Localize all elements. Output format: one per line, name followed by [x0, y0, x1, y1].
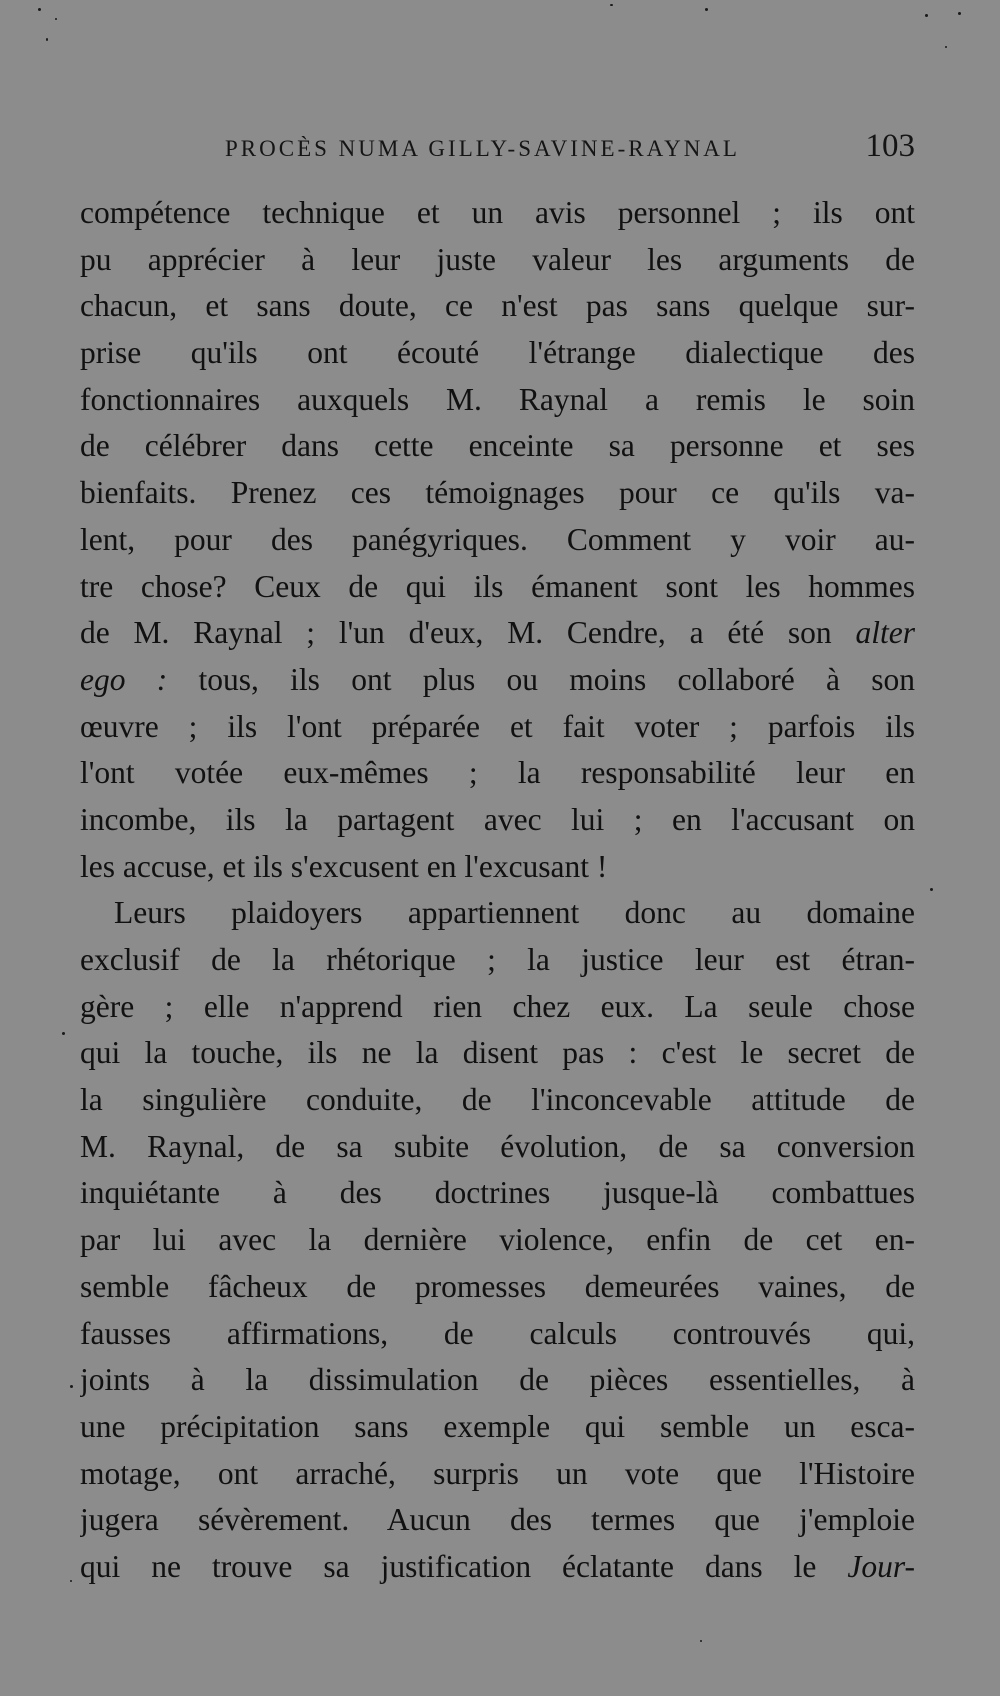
text-line: fausses affirmations, de calculs controuvés qui,	[80, 1315, 915, 1351]
text-line: œuvre ; ils l'ont préparée et fait voter ; parfois ils	[80, 708, 915, 744]
text-line: par lui avec la dernière violence, enfin de cet en-	[80, 1222, 915, 1258]
text-line: de célébrer dans cette enceinte sa personne et ses	[80, 428, 915, 464]
text-line: inquiétante à des doctrines jusque-là combattues	[80, 1175, 915, 1211]
scan-speck	[930, 888, 933, 891]
scan-speck	[38, 8, 41, 11]
text-line: fonctionnaires auxquels M. Raynal a remis le soin	[80, 381, 915, 417]
scan-speck	[705, 8, 708, 11]
text-line: une précipitation sans exemple qui semble un esca-	[80, 1408, 915, 1444]
scan-speck	[62, 1032, 65, 1035]
scan-speck	[46, 38, 48, 41]
body-text	[80, 190, 915, 1591]
text-line: semble fâcheux de promesses demeurées vaines, de	[80, 1268, 915, 1304]
italic-text: alter	[855, 615, 915, 651]
text-line: M. Raynal, de sa subite évolution, de sa conversion	[80, 1128, 915, 1164]
text-line: pu apprécier à leur juste valeur les arguments de	[80, 241, 915, 277]
scan-speck	[70, 1580, 72, 1582]
text-line: gère ; elle n'apprend rien chez eux. La seule chose	[80, 988, 915, 1024]
text-line: qui ne trouve sa justification éclatante dans le Jour-	[80, 1548, 915, 1584]
text-line: joints à la dissimulation de pièces essentielles, à	[80, 1362, 915, 1398]
scan-speck	[55, 18, 57, 20]
scan-speck	[925, 14, 928, 17]
text-line: prise qu'ils ont écouté l'étrange dialectique des	[80, 335, 915, 371]
text-line: tre chose? Ceux de qui ils émanent sont les hommes	[80, 568, 915, 604]
text-line: qui la touche, ils ne la disent pas : c'est le secret de	[80, 1035, 915, 1071]
text-line: incombe, ils la partagent avec lui ; en l'accusant on	[80, 801, 915, 837]
text-line: la singulière conduite, de l'inconcevable attitude de	[80, 1082, 915, 1118]
text-line: bienfaits. Prenez ces témoignages pour ce qu'ils va-	[80, 475, 915, 511]
running-title: PROCÈS NUMA GILLY-SAVINE-RAYNAL	[225, 136, 740, 161]
text-line: Leurs plaidoyers appartiennent donc au domaine	[114, 895, 915, 931]
page-number: 103	[865, 128, 915, 164]
text-line: ego : tous, ils ont plus ou moins collaboré à son	[80, 661, 915, 697]
italic-text: ego :	[80, 661, 168, 697]
text-line: compétence technique et un avis personnel ; ils ont	[80, 195, 915, 230]
text-line: les accuse, et ils s'excusent en l'excusant !	[80, 848, 608, 884]
scan-speck	[945, 46, 947, 48]
text-line: lent, pour des panégyriques. Comment y voir au-	[80, 521, 915, 557]
text-line: l'ont votée eux-mêmes ; la responsabilité leur en	[80, 755, 915, 791]
scan-speck	[958, 12, 961, 15]
scan-speck	[700, 1640, 702, 1642]
italic-text: Jour-	[847, 1548, 915, 1584]
page-header	[80, 128, 915, 168]
text-line: motage, ont arraché, surpris un vote que l'Histoire	[80, 1455, 915, 1491]
text-line: jugera sévèrement. Aucun des termes que j'emploie	[80, 1502, 915, 1538]
text-line: exclusif de la rhétorique ; la justice leur est étran-	[80, 942, 915, 977]
scan-speck	[610, 4, 613, 6]
text-line: chacun, et sans doute, ce n'est pas sans quelque sur-	[80, 288, 915, 324]
text-line: de M. Raynal ; l'un d'eux, M. Cendre, a été son alter	[80, 615, 915, 651]
scan-speck	[70, 1385, 73, 1388]
